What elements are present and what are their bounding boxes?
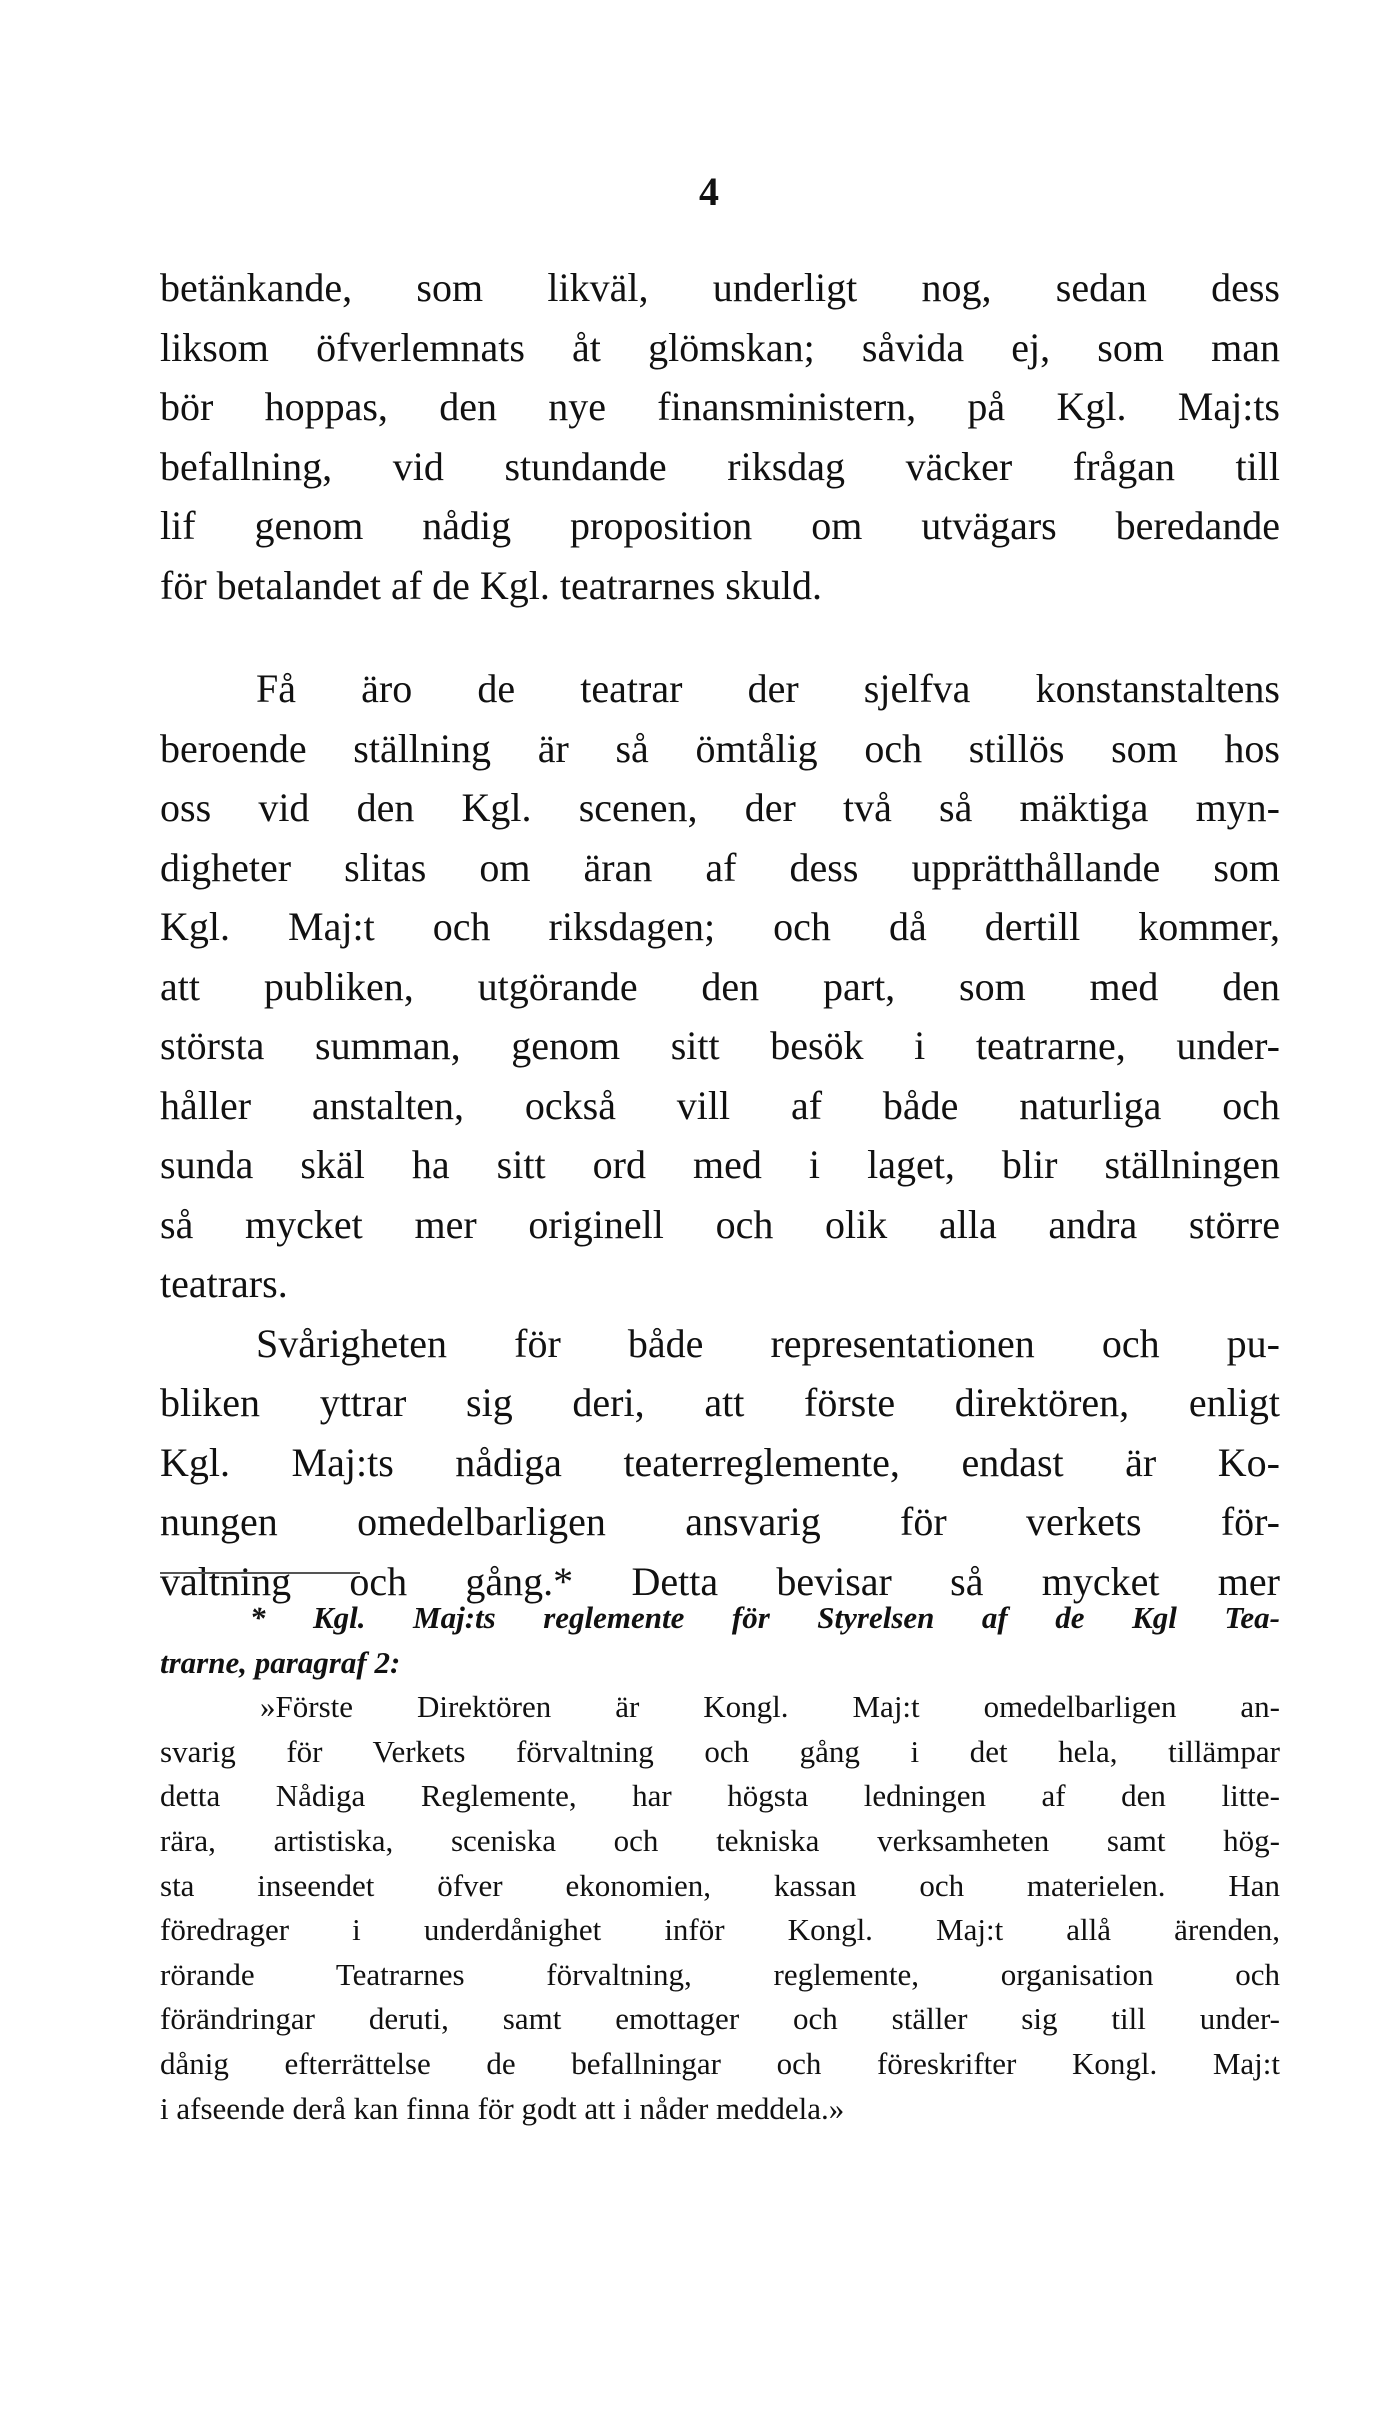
footnote-heading: trarne, paragraf 2: — [160, 1644, 401, 1680]
text-line: teatrars. — [160, 1261, 288, 1306]
text-line: bör hoppas, den nye finansministern, på Kgl. Maj:ts — [160, 384, 1280, 429]
page-number: 4 — [699, 169, 719, 214]
footnote-line: föredrager i underdånighet inför Kongl. Maj:t allå ärenden, — [160, 1912, 1280, 1948]
footnote-line: rörande Teatrarnes förvaltning, reglemente, organisation och — [160, 1956, 1280, 1992]
text-line: största summan, genom sitt besök i teatrarne, under- — [160, 1023, 1280, 1068]
footnote-line: detta Nådiga Reglemente, har högsta ledningen af den litte- — [160, 1778, 1280, 1814]
text-line: Kgl. Maj:t och riksdagen; och då dertill kommer, — [160, 904, 1280, 949]
text-line: befallning, vid stundande riksdag väcker frågan till — [160, 443, 1280, 489]
footnote-line: »Förste Direktören är Kongl. Maj:t omedelbarligen an- — [260, 1689, 1280, 1725]
text-line: Svårigheten för både representationen och pu- — [256, 1320, 1280, 1366]
text-line: håller anstalten, också vill af både naturliga och — [160, 1082, 1280, 1128]
text-line: beroende ställning är så ömtålig och stillös som hos — [160, 725, 1280, 771]
text-line: för betalandet af de Kgl. teatrarnes skuld. — [160, 562, 822, 608]
footnote-line: sta inseendet öfver ekonomien, kassan och materielen. Han — [160, 1867, 1280, 1903]
text-line: bliken yttrar sig deri, att förste direktören, enligt — [160, 1380, 1280, 1425]
text-line: sunda skäl ha sitt ord med i laget, blir ställningen — [160, 1142, 1280, 1187]
footnote-heading: * Kgl. Maj:ts reglemente för Styrelsen af de Kgl Tea- — [250, 1600, 1280, 1635]
text-line: liksom öfverlemnats åt glömskan; såvida ej, som man — [160, 324, 1280, 370]
text-line: oss vid den Kgl. scenen, der två så mäktiga myn- — [160, 785, 1280, 830]
footnote-line: förändringar deruti, samt emottager och ställer sig till under- — [160, 2001, 1280, 2037]
footnote-line: i afseende derå kan finna för godt att i nåder meddela.» — [160, 2090, 845, 2126]
text-line: så mycket mer originell och olik alla andra större — [160, 1201, 1280, 1247]
footnote-line: svarig för Verkets förvaltning och gång i det hela, tillämpar — [160, 1733, 1280, 1769]
text-line: att publiken, utgörande den part, som med den — [160, 963, 1280, 1009]
footnote — [160, 1596, 1280, 2131]
footnote-divider — [160, 1572, 360, 1574]
text-line: digheter slitas om äran af dess upprätthållande som — [160, 844, 1280, 890]
text-line: Få äro de teatrar der sjelfva konstanstaltens — [256, 666, 1280, 711]
text-line: Kgl. Maj:ts nådiga teaterreglemente, endast är Ko- — [160, 1439, 1280, 1485]
text-line: valtning och gång.* Detta bevisar så mycket mer — [160, 1558, 1280, 1604]
text-line: betänkande, som likväl, underligt nog, sedan dess — [160, 265, 1280, 310]
text-line: lif genom nådig proposition om utvägars beredande — [160, 503, 1280, 548]
footnote-line: rära, artistiska, sceniska och tekniska verksamheten samt hög- — [160, 1822, 1280, 1858]
main-text — [160, 258, 1280, 1611]
footnote-line: dånig efterrättelse de befallningar och föreskrifter Kongl. Maj:t — [160, 2045, 1280, 2081]
text-line: nungen omedelbarligen ansvarig för verkets för- — [160, 1499, 1280, 1544]
